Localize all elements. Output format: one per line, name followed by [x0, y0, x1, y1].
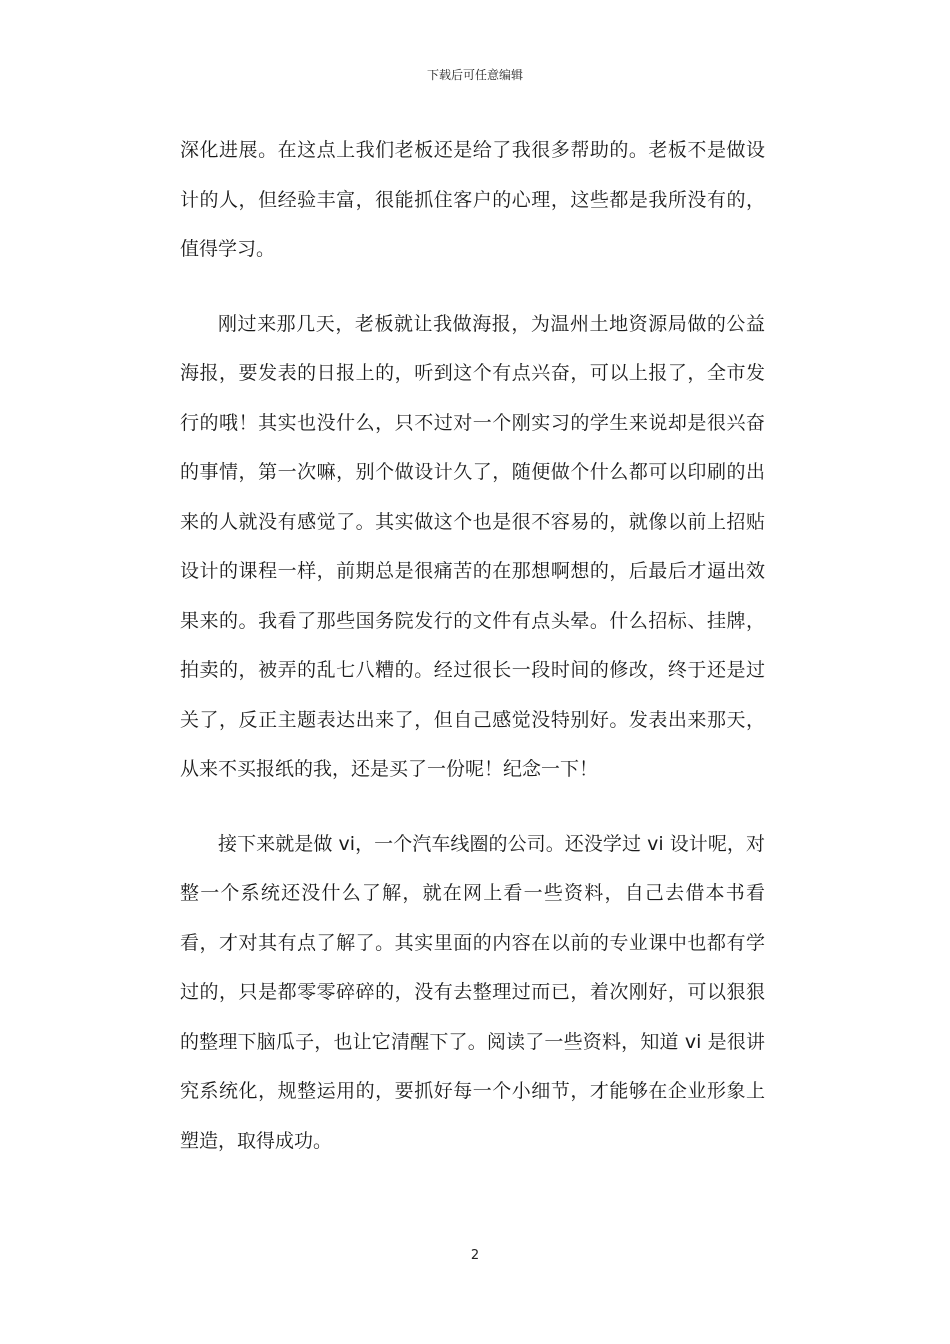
page-header: 下载后可任意编辑	[426, 68, 523, 82]
paragraph-gap	[180, 795, 765, 820]
page-number: 2	[470, 1248, 480, 1263]
paragraph-vi: 接下来就是做 vi，一个汽车线圈的公司。还没学过 vi 设计呢，对整一个系统还没什么了解，就在网上看一些资料，自己去借本书看看，才对其有点了解了。其实里面的内容在以前的专业课中也都有学过的，只是都零零碎碎的，没有去整理过而已，着次刚好，可以狠狠的整理下脑瓜子，也让它清醒下了。阅读了一些资料，知道 vi 是很讲究系统化，规整运用的，要抓好每一个小细节，才能够在企业形象上塑造，取得成功。	[180, 832, 765, 1152]
body-text	[180, 126, 765, 1166]
paragraph-continuation: 深化进展。在这点上我们老板还是给了我很多帮助的。老板不是做设计的人，但经验丰富，很能抓住客户的心理，这些都是我所没有的，值得学习。	[180, 139, 765, 260]
paragraph-gap	[180, 275, 765, 300]
paragraph-poster: 刚过来那几天，老板就让我做海报，为温州土地资源局做的公益海报，要发表的日报上的，听到这个有点兴奋，可以上报了，全市发行的哦！其实也没什么，只不过对一个刚实习的学生来说却是很兴奋的事情，第一次嘛，别个做设计久了，随便做个什么都可以印刷的出来的人就没有感觉了。其实做这个也是很不容易的，就像以前上招贴设计的课程一样，前期总是很痛苦的在那想啊想的，后最后才逼出效果来的。我看了那些国务院发行的文件有点头晕。什么招标、挂牌，拍卖的，被弄的乱七八糟的。经过很长一段时间的修改，终于还是过关了，反正主题表达出来了，但自己感觉没特别好。发表出来那天，从来不买报纸的我，还是买了一份呢！纪念一下！	[180, 312, 765, 780]
